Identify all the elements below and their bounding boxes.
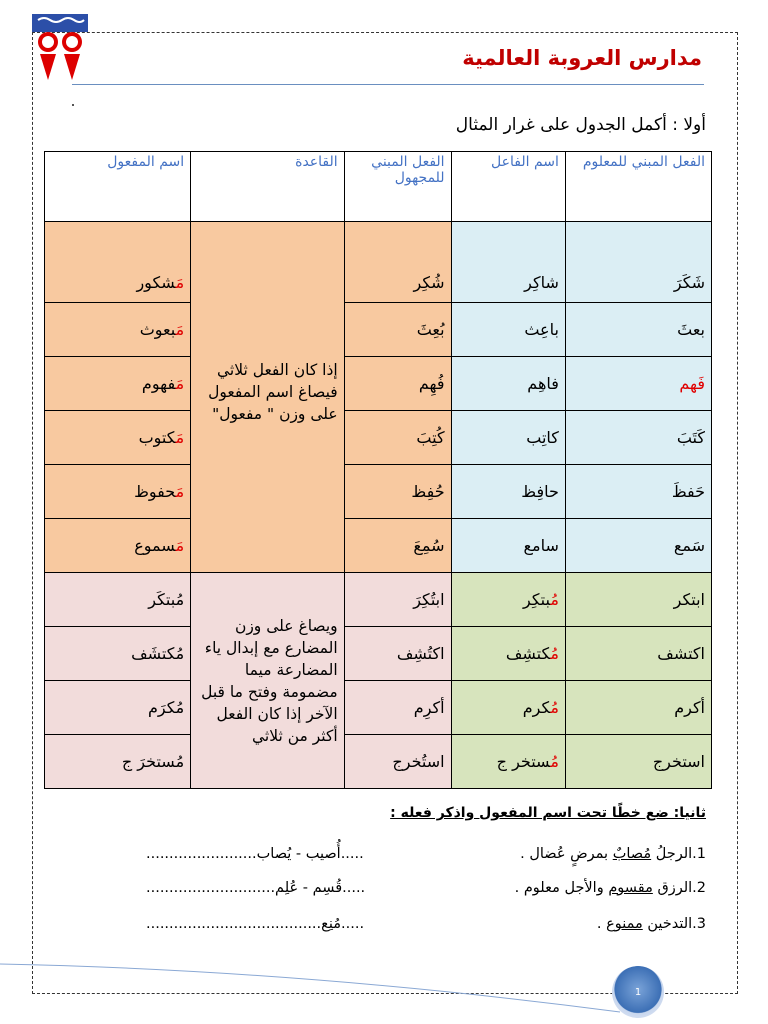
active-verb-cell: شَكَرَ (565, 222, 711, 303)
table-row (45, 411, 712, 465)
active-verb-cell: ابتكر (565, 573, 711, 627)
object-noun-cell: مُكرَم (45, 681, 191, 735)
question-item: 2.الرزق مقسوم والأجل معلوم . .....قُسِم - عُلِم............................ (146, 880, 706, 896)
object-noun-cell: مَفهوم (45, 357, 191, 411)
subject-noun-cell: حافِظ (451, 465, 565, 519)
school-logo-icon (28, 12, 92, 82)
subject-noun-cell: مُكرم (451, 681, 565, 735)
table-row (45, 519, 712, 573)
table-row (45, 465, 712, 519)
passive-verb-cell: شُكِر (344, 222, 451, 303)
section2-title: ثانيا: ضع خطًا تحت اسم المفعول واذكر فعله : (390, 805, 706, 821)
passive-verb-cell: حُفِظ (344, 465, 451, 519)
active-verb-cell: بعثَ (565, 303, 711, 357)
section1-title: أولا : أكمل الجدول على غرار المثال (455, 115, 706, 135)
active-verb-cell: كَتَبَ (565, 411, 711, 465)
subject-noun-cell: مُبتكِر (451, 573, 565, 627)
object-noun-cell: مُبتكَر (45, 573, 191, 627)
col-header: الفعل المبني للمعلوم (565, 152, 711, 222)
passive-verb-cell: اكتُشِف (344, 627, 451, 681)
verb-table (44, 151, 712, 789)
subject-noun-cell: شاكِر (451, 222, 565, 303)
object-noun-cell: مَحفوظ (45, 465, 191, 519)
table-row (45, 303, 712, 357)
answer-line[interactable]: .....مُنِع...................................... (146, 916, 365, 932)
col-header: اسم المفعول (45, 152, 191, 222)
object-noun-cell: مَشكور (45, 222, 191, 303)
subject-noun-cell: باعِث (451, 303, 565, 357)
object-noun-cell: مَسموع (45, 519, 191, 573)
rule-cell: إذا كان الفعل ثلاثي فيصاغ اسم المفعول على وزن " مفعول" (191, 222, 345, 573)
subject-noun-cell: مُستخر ج (451, 735, 565, 789)
passive-verb-cell: استُخرج (344, 735, 451, 789)
passive-verb-cell: ابتُكِرَ (344, 573, 451, 627)
active-verb-cell: فَهم (565, 357, 711, 411)
col-header: القاعدة (191, 152, 345, 222)
answer-line[interactable]: .....أُصيب - يُصاب........................ (146, 846, 364, 862)
page-number-badge: 1 (612, 966, 664, 1018)
subject-noun-cell: سامع (451, 519, 565, 573)
question-item: 1.الرجلُ مُصابٌ بمرضٍ عُضال . .....أُصيب - يُصاب........................ (146, 846, 706, 862)
active-verb-cell: اكتشف (565, 627, 711, 681)
passive-verb-cell: بُعِثَ (344, 303, 451, 357)
rule-cell: ويصاغ على وزن المضارع مع إبدال ياء المضارعة ميما مضمومة وفتح ما قبل الآخر إذا كان الفعل أكثر من ثلاثي (191, 573, 345, 789)
object-noun-cell: مُكتشَف (45, 627, 191, 681)
passive-verb-cell: كُتِبَ (344, 411, 451, 465)
object-noun-cell: مَبعوث (45, 303, 191, 357)
table-row (45, 681, 712, 735)
subject-noun-cell: مُكتشِف (451, 627, 565, 681)
active-verb-cell: حَفظَ (565, 465, 711, 519)
table-row (45, 357, 712, 411)
object-noun-cell: مَكتوب (45, 411, 191, 465)
active-verb-cell: استخرج (565, 735, 711, 789)
stray-dot (72, 104, 74, 106)
subject-noun-cell: فاهِم (451, 357, 565, 411)
header-rule (72, 84, 704, 85)
subject-noun-cell: كاتِب (451, 411, 565, 465)
table-header-row (45, 152, 712, 222)
table-row (45, 627, 712, 681)
table-row (45, 222, 712, 303)
passive-verb-cell: فُهِم (344, 357, 451, 411)
question-item: 3.التدخين ممنوع . .....مُنِع...................................... (146, 916, 706, 932)
col-header: الفعل المبني للمجهول (344, 152, 451, 222)
school-name: مدارس العروبة العالمية (462, 46, 702, 70)
active-verb-cell: سَمع (565, 519, 711, 573)
table-row (45, 573, 712, 627)
passive-verb-cell: أكرِم (344, 681, 451, 735)
col-header: اسم الفاعل (451, 152, 565, 222)
table-row (45, 735, 712, 789)
answer-line[interactable]: .....قُسِم - عُلِم............................ (146, 880, 366, 896)
passive-verb-cell: سُمِعَ (344, 519, 451, 573)
object-noun-cell: مُستخرَ ج (45, 735, 191, 789)
active-verb-cell: أكرم (565, 681, 711, 735)
